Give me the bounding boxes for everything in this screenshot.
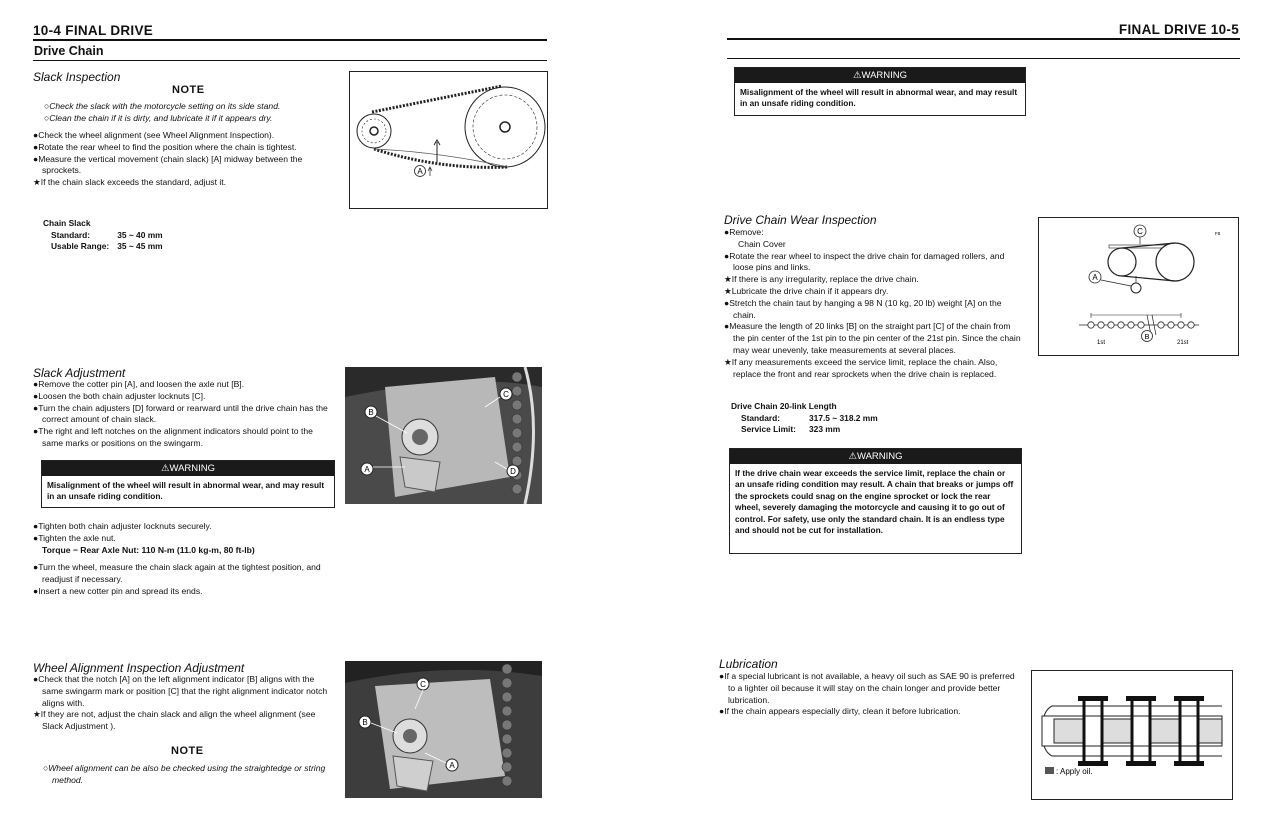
adjust-photo-label-a: A: [364, 465, 370, 474]
wheel-alignment-title: Wheel Alignment Inspection Adjustment: [33, 661, 245, 675]
wear-step-3: ★If there is any irregularity, replace the drive chain.: [724, 274, 919, 285]
wear-step-1-item: Chain Cover: [738, 238, 786, 249]
slack-note-2: ○Clean the chain if it is dirty, and lubricate it if it appears dry.: [44, 112, 273, 123]
wear-step-2: ●Rotate the rear wheel to inspect the drive chain for damaged rollers, and loose pins and links.: [724, 250, 1005, 273]
chain-wear-figure: [1038, 217, 1239, 356]
slack-adjustment-title: Slack Adjustment: [33, 366, 126, 380]
chain-length-spec-title: Drive Chain 20-link Length: [731, 401, 837, 411]
right-top-warning-title: ⚠WARNING: [735, 68, 1025, 83]
spec-standard-value: 35 ~ 40 mm: [117, 229, 163, 240]
adjust-step-8: ●Insert a new cotter pin and spread its ends.: [33, 585, 203, 596]
wear-step-4: ★Lubricate the drive chain if it appears dry.: [724, 285, 889, 296]
right-top-warning-box: [734, 67, 1026, 116]
length-standard-label: Standard:: [741, 412, 781, 423]
slack-figure-label-a: A: [417, 167, 423, 176]
slack-step-2: ●Rotate the rear wheel to find the position where the chain is tightest.: [33, 141, 297, 152]
alignment-photo-label-b: B: [362, 718, 368, 727]
alignment-photo-label-c: C: [420, 680, 426, 689]
right-header-rule: [727, 38, 1240, 40]
left-page-header: 10-4 FINAL DRIVE: [33, 23, 154, 38]
spec-standard-label: Standard:: [51, 229, 91, 240]
adjust-step-3: ●Turn the chain adjusters [D] forward or rearward until the drive chain has the correct amount of chain slack.: [33, 402, 328, 425]
wear-figure-label-b: B: [1144, 332, 1150, 341]
lube-step-2: ●If the chain appears especially dirty, clean it before lubrication.: [719, 706, 961, 717]
left-header-rule: [33, 39, 547, 41]
adjust-step-7: ●Turn the wheel, measure the chain slack again at the tightest position, and readjust if necessary.: [33, 562, 321, 584]
right-top-warning-text: Misalignment of the wheel will result in abnormal wear, and may result in an unsafe riding condition.: [740, 87, 1018, 109]
slack-adjustment-photo: [345, 367, 542, 504]
section-rule: [33, 60, 547, 61]
alignment-photo-label-a: A: [449, 761, 455, 770]
spec-usable-value: 35 ~ 45 mm: [117, 241, 163, 252]
lubrication-title: Lubrication: [719, 657, 778, 671]
slack-step-3: ●Measure the vertical movement (chain slack) [A] midway between the sprockets.: [33, 153, 303, 176]
wear-step-6: ●Measure the length of 20 links [B] on the straight part [C] of the chain from the pin center of the 1st pin to the pin center of the 21st pin. Since the chain may wear unevenly, take measurements at several places.: [724, 321, 1021, 355]
wear-warning-box: [729, 448, 1022, 554]
slack-inspection-title: Slack Inspection: [33, 70, 121, 84]
adjust-step-5: ●Tighten both chain adjuster locknuts securely.: [33, 521, 212, 531]
lube-step-1: ●If a special lubricant is not available, a heavy oil such as SAE 90 is preferred to a lighter oil because it will stay on the chain longer and provide better lubrication.: [719, 671, 1015, 705]
slack-inspection-note-title: NOTE: [172, 84, 205, 96]
right-page-header: FINAL DRIVE 10-5: [1118, 22, 1239, 37]
wear-figure-label-c: C: [1137, 227, 1143, 236]
lubrication-figure: [1031, 670, 1233, 800]
chain-length-spec-table: [731, 413, 886, 436]
chain-slack-spec-title: Chain Slack: [43, 218, 91, 228]
wear-figure-last-pin: 21st: [1177, 340, 1189, 346]
adjust-step-6: ●Tighten the axle nut.: [33, 532, 116, 543]
adjust-warning-title: ⚠WARNING: [42, 461, 334, 476]
chain-slack-spec-table: [43, 230, 171, 253]
section-title: Drive Chain: [34, 44, 104, 58]
adjust-step-4: ●The right and left notches on the alignment indicators should point to the same marks or positions on the swingarm.: [33, 426, 313, 448]
adjust-warning-box: [41, 460, 335, 508]
wear-step-1: ●Remove:: [724, 227, 764, 237]
chain-slack-figure: [349, 71, 548, 209]
adjust-warning-text: Misalignment of the wheel will result in abnormal wear, and may result in an unsafe riding condition.: [47, 480, 325, 502]
wear-figure-code: F8: [1215, 231, 1221, 236]
alignment-note: ○Wheel alignment can be also be checked using the straightedge or string method.: [43, 763, 326, 785]
adjust-photo-label-d: D: [510, 467, 516, 476]
lube-figure-caption: : Apply oil.: [1056, 767, 1093, 776]
wear-step-5: ●Stretch the chain taut by hanging a 98 N (10 kg, 20 lb) weight [A] on the chain.: [724, 297, 1002, 320]
adjust-photo-label-c: C: [503, 390, 509, 399]
right-section-rule: [727, 58, 1240, 59]
slack-step-4: ★If the chain slack exceeds the standard, adjust it.: [33, 177, 227, 188]
alignment-note-title: NOTE: [171, 745, 204, 757]
wear-inspection-title: Drive Chain Wear Inspection: [724, 213, 877, 227]
wear-figure-label-a: A: [1092, 273, 1098, 282]
wear-step-7: ★If any measurements exceed the service limit, replace the chain. Also, replace the front and rear sprockets when the drive chain is replaced.: [724, 356, 998, 379]
slack-step-1: ●Check the wheel alignment (see Wheel Alignment Inspection).: [33, 130, 275, 140]
wheel-alignment-photo: [345, 661, 542, 798]
torque-spec: Torque − Rear Axle Nut: 110 N-m (11.0 kg-m, 80 ft-lb): [42, 544, 255, 555]
adjust-step-1: ●Remove the cotter pin [A], and loosen the axle nut [B].: [33, 379, 245, 389]
length-limit-label: Service Limit:: [741, 424, 796, 435]
length-limit-value: 323 mm: [809, 424, 841, 435]
adjust-photo-label-b: B: [368, 408, 374, 417]
slack-note-1: ○Check the slack with the motorcycle setting on its side stand.: [44, 101, 281, 111]
wear-warning-text: If the drive chain wear exceeds the service limit, replace the chain or an unsafe riding condition may result. A chain that breaks or jumps off the sprockets could snag on the engine sprocket or lock the rear wheel, severely damaging the motorcycle and causing it to go out of control. For safety, use only the standard chain. It is an endless type and should not be cut for installation.: [735, 468, 1014, 536]
adjust-step-2: ●Loosen the both chain adjuster locknuts [C].: [33, 390, 206, 401]
spec-usable-label: Usable Range:: [51, 241, 110, 252]
alignment-step-2: ★If they are not, adjust the chain slack and align the wheel alignment (see Slack Adjustment ).: [33, 709, 316, 732]
length-standard-value: 317.5 ~ 318.2 mm: [809, 412, 878, 423]
wear-warning-title: ⚠WARNING: [730, 449, 1021, 464]
wear-figure-first-pin: 1st: [1097, 340, 1106, 346]
alignment-step-1: ●Check that the notch [A] on the left alignment indicator [B] aligns with the same swingarm mark or position [C] that the right alignment indicator notch aligns with.: [33, 674, 328, 708]
